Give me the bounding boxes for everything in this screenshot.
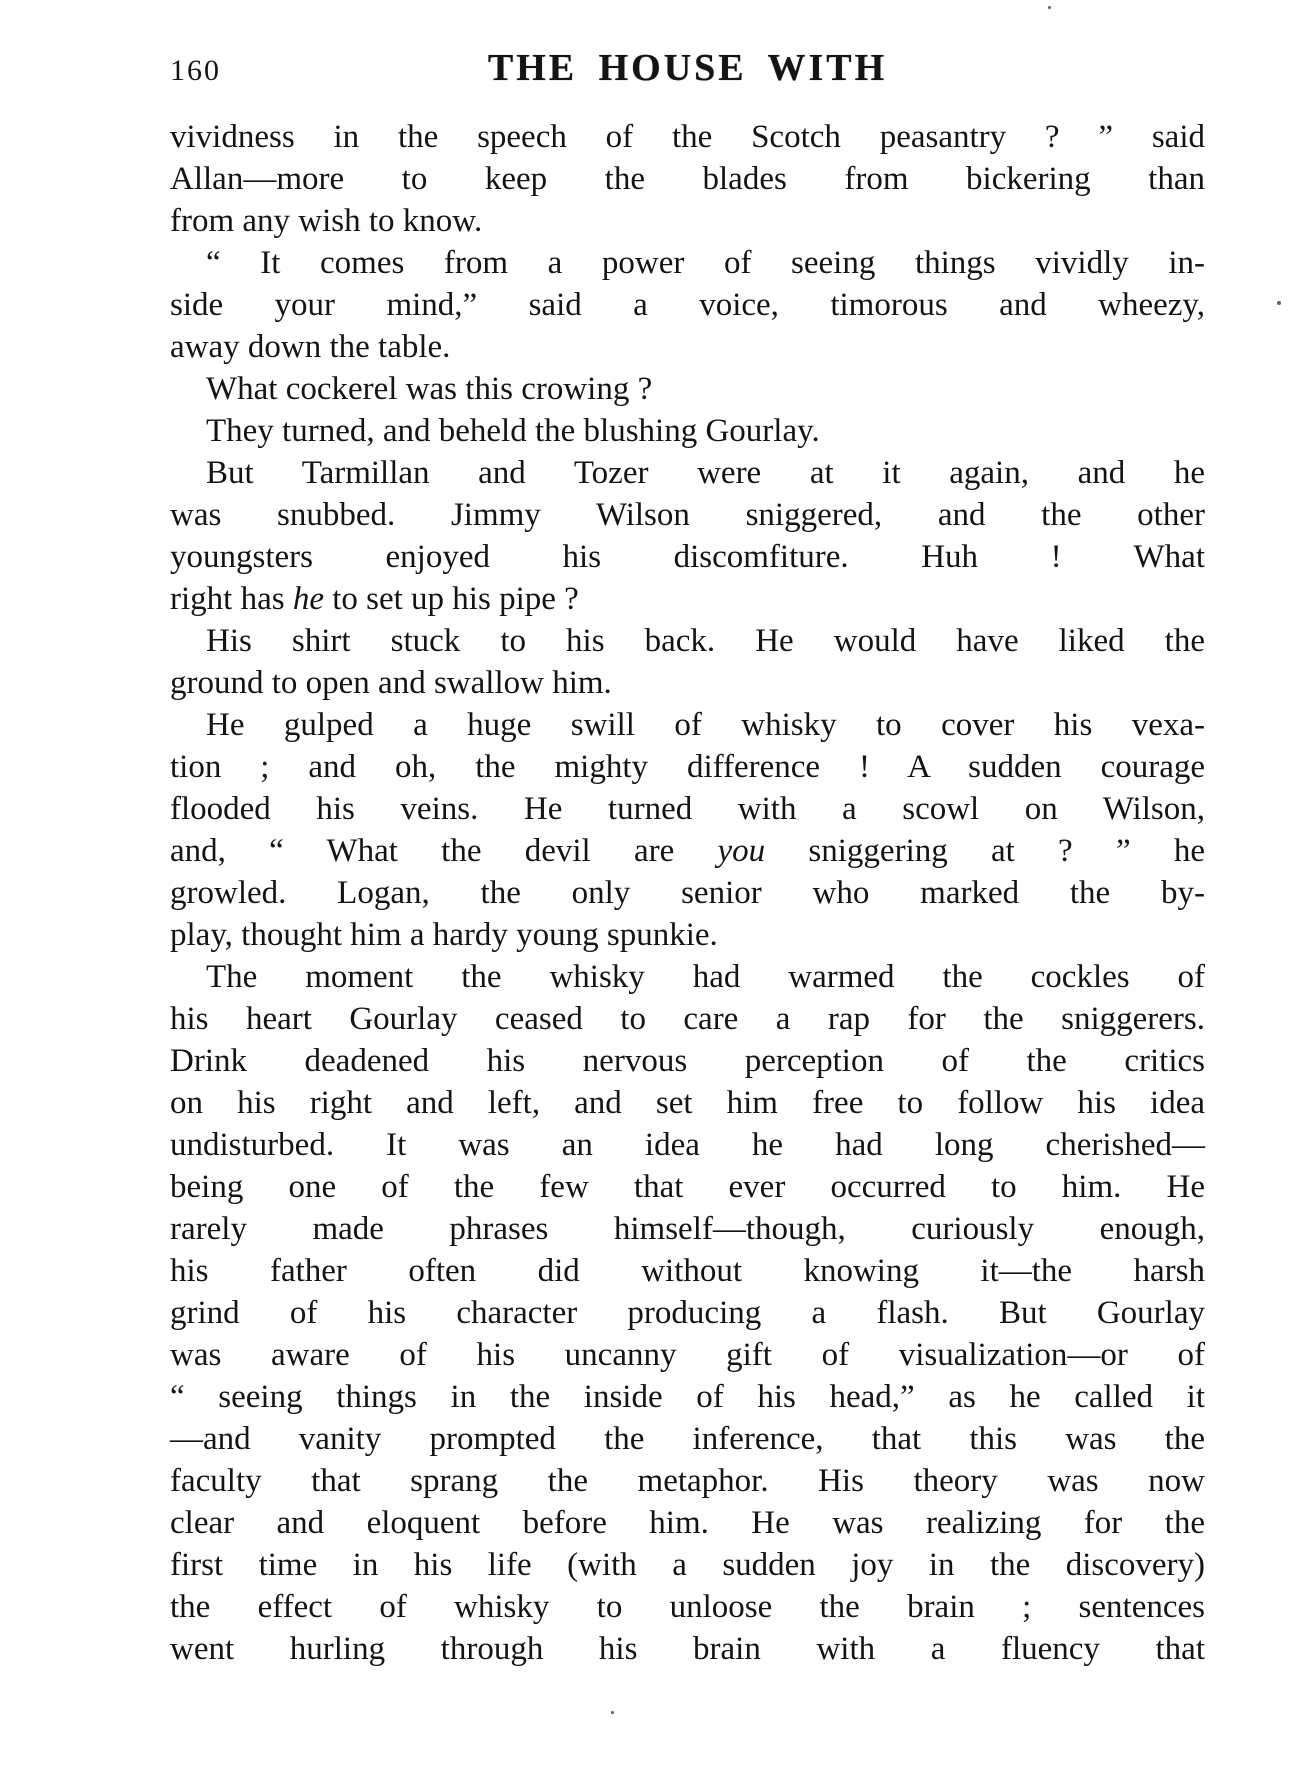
- text-line: the effect of whisky to unloose the brain ; sentences: [170, 1589, 1205, 1625]
- text-line: youngsters enjoyed his discomfiture. Huh ! What: [170, 539, 1205, 575]
- text-line: —and vanity prompted the inference, that this was the: [170, 1421, 1205, 1457]
- text-line: being one of the few that ever occurred to him. He: [170, 1169, 1205, 1205]
- text-line: faculty that sprang the metaphor. His theory was now: [170, 1463, 1205, 1499]
- running-title: THE HOUSE WITH: [487, 47, 888, 89]
- text-line: rarely made phrases himself—though, curiously enough,: [170, 1211, 1205, 1247]
- text-line: tion ; and oh, the mighty difference ! A sudden courage: [170, 749, 1205, 785]
- text-line: growled. Logan, the only senior who marked the by-: [170, 875, 1205, 911]
- text-line: his father often did without knowing it—the harsh: [170, 1253, 1205, 1289]
- text-line: Allan—more to keep the blades from bickering than: [170, 161, 1205, 197]
- text-line: on his right and left, and set him free to follow his idea: [170, 1085, 1205, 1121]
- text-line: away down the table.: [170, 329, 451, 365]
- text-line: grind of his character producing a flash. But Gourlay: [170, 1295, 1205, 1331]
- text-line: went hurling through his brain with a fluency that: [170, 1631, 1205, 1667]
- text-line: undisturbed. It was an idea he had long cherished—: [170, 1127, 1205, 1163]
- text-line: his heart Gourlay ceased to care a rap for the sniggerers.: [170, 1001, 1205, 1037]
- scan-speck: [611, 1711, 614, 1714]
- text-line: flooded his veins. He turned with a scowl on Wilson,: [170, 791, 1205, 827]
- text-line: What cockerel was this crowing ?: [206, 371, 653, 407]
- text-line: Drink deadened his nervous perception of the critics: [170, 1043, 1205, 1079]
- text-line: The moment the whisky had warmed the cockles of: [206, 959, 1205, 995]
- page-number: 160: [170, 54, 221, 87]
- text-line: But Tarmillan and Tozer were at it again, and he: [206, 455, 1205, 491]
- text-line: ground to open and swallow him.: [170, 665, 612, 701]
- text-line: He gulped a huge swill of whisky to cover his vexa-: [206, 707, 1205, 743]
- page-header: [170, 44, 1205, 104]
- text-line: They turned, and beheld the blushing Gourlay.: [206, 413, 820, 449]
- text-line: side your mind,” said a voice, timorous and wheezy,: [170, 287, 1205, 323]
- text-line: right has he to set up his pipe ?: [170, 581, 579, 617]
- text-line: from any wish to know.: [170, 203, 483, 239]
- text-line: “ seeing things in the inside of his head,” as he called it: [170, 1379, 1205, 1415]
- text-line: play, thought him a hardy young spunkie.: [170, 917, 718, 953]
- text-line: first time in his life (with a sudden joy in the discovery): [170, 1547, 1205, 1583]
- text-line: “ It comes from a power of seeing things vividly in-: [206, 245, 1205, 281]
- text-line: was snubbed. Jimmy Wilson sniggered, and the other: [170, 497, 1205, 533]
- text-line: was aware of his uncanny gift of visualization—or of: [170, 1337, 1205, 1373]
- text-line: clear and eloquent before him. He was realizing for the: [170, 1505, 1205, 1541]
- text-line: vividness in the speech of the Scotch peasantry ? ” said: [170, 119, 1205, 155]
- body-text: [170, 116, 1205, 1670]
- scan-speck: [1277, 301, 1281, 305]
- scan-speck: [1048, 6, 1051, 9]
- text-line: and, “ What the devil are you sniggering at ? ” he: [170, 833, 1206, 869]
- text-line: His shirt stuck to his back. He would have liked the: [206, 623, 1205, 659]
